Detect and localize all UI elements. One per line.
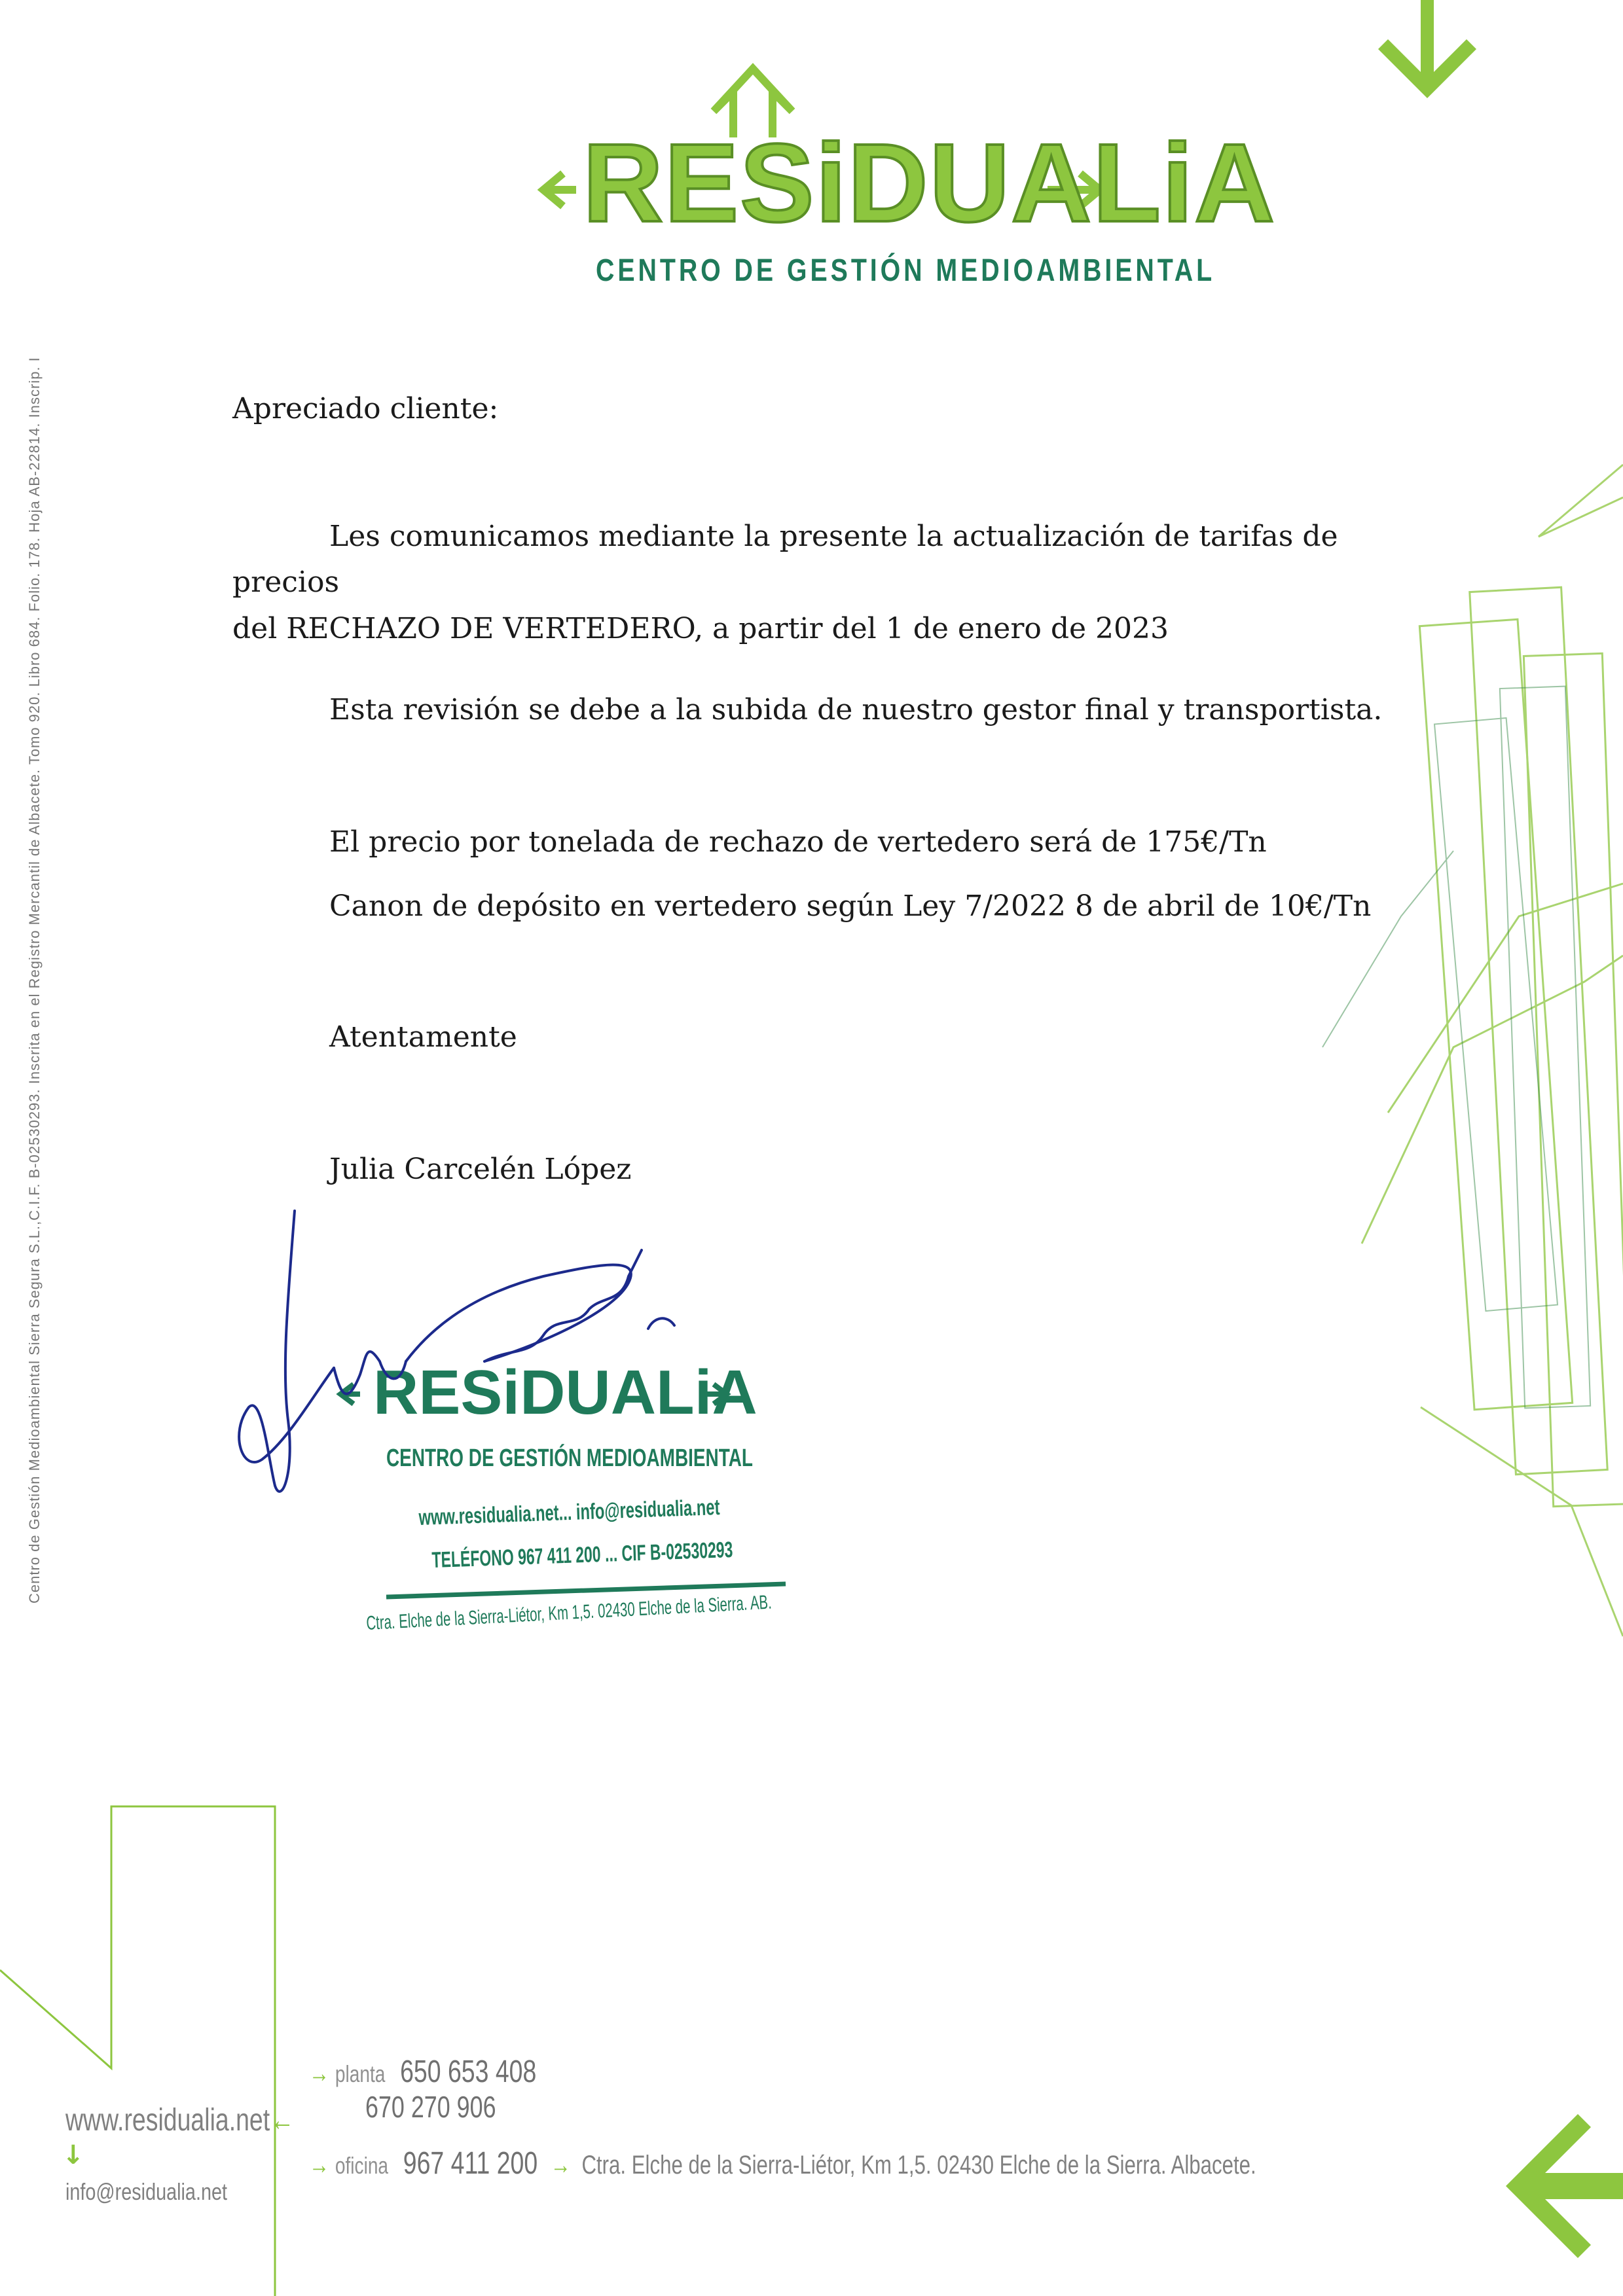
svg-text:RESiDUALiA: RESiDUALiA <box>373 1357 757 1427</box>
svg-text:Ctra. Elche de la Sierra-Liéto: Ctra. Elche de la Sierra-Liétor, Km 1,5. 02430 Elche de la Sierra. AB. <box>365 1581 964 1634</box>
svg-text:TELÉFONO 967 411 200 ... CIF B: TELÉFONO 967 411 200 ... CIF B-02530293 <box>431 1532 878 1573</box>
paragraph-tariff-update <box>232 514 1411 652</box>
footer-decorative-lines <box>0 1806 301 2296</box>
canon-line: Canon de depósito en vertedero según Ley 7/2022 8 de abril de 10€/Tn <box>329 889 1372 923</box>
svg-text:CENTRO DE GESTIÓN MEDIOAMBIENT: CENTRO DE GESTIÓN MEDIOAMBIENTAL <box>386 1444 885 1472</box>
footer-oficina: → oficina 967 411 200 → Ctra. Elche de la Sierra-Liétor, Km 1,5. 02430 Elche de la Sierra. Albacete. <box>309 2146 1256 2181</box>
signatory-name: Julia Carcelén López <box>329 1153 632 1186</box>
paragraph-line-1: Les comunicamos mediante la presente la actualización de tarifas de precios <box>232 520 1338 600</box>
arrow-right-icon: → <box>309 2059 330 2088</box>
paragraph-line-2: del RECHAZO DE VERTEDERO, a partir del 1 de enero de 2023 <box>232 611 1169 645</box>
svg-text:www.residualia.net... info@res: www.residualia.net... info@residualia.net <box>418 1490 851 1530</box>
company-stamp <box>236 1198 964 1656</box>
logo-tagline: CENTRO DE GESTIÓN MEDIOAMBIENTAL <box>596 253 1216 288</box>
logo-wordmark: RESiDUALiA <box>583 121 1276 245</box>
arrow-down-small-icon: ↓ <box>62 2140 84 2170</box>
arrow-left-icon <box>1493 2081 1623 2296</box>
stamp-graphic <box>236 1198 964 1656</box>
footer-planta-phone-2: 670 270 906 <box>365 2090 496 2124</box>
arrow-right-icon: → <box>550 2151 571 2179</box>
footer-email[interactable]: info@residualia.net <box>65 2178 227 2205</box>
arrow-right-icon: → <box>309 2151 330 2179</box>
arrow-down-icon <box>1362 0 1493 115</box>
greeting: Apreciado cliente: <box>232 392 499 425</box>
company-logo <box>537 65 1276 301</box>
closing: Atentamente <box>329 1020 517 1054</box>
footer-planta: → planta 650 653 408 <box>309 2054 537 2089</box>
footer-website[interactable]: www.residualia.net← <box>65 2103 295 2138</box>
paragraph-reason: Esta revisión se debe a la subida de nuestro gestor final y transportista. <box>329 693 1383 726</box>
legal-registration-text: Centro de Gestión Medioambiental Sierra Segura S.L.,C.I.F. B-02530293. Inscrita en el Registro Mercantil de Albacete. Tomo 920. Libro 684. Folio. 178. Hoja AB-22814. Inscrip. I <box>26 357 43 1604</box>
price-line: El precio por tonelada de rechazo de vertedero será de 175€/Tn <box>329 825 1267 859</box>
